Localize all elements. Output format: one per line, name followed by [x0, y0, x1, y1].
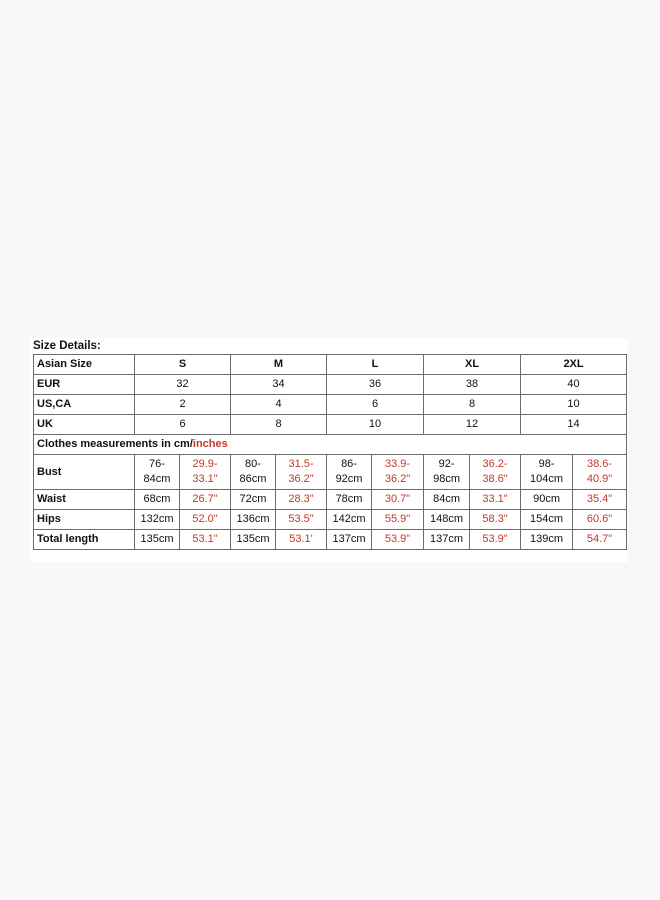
waist-cm: 68cm — [135, 490, 180, 510]
eur-value: 36 — [327, 375, 424, 395]
size-header-m: M — [231, 355, 327, 375]
hips-cm: 154cm — [521, 510, 573, 530]
us-ca-value: 8 — [424, 395, 521, 415]
measurements-heading-row — [34, 435, 627, 455]
size-header-xl: XL — [424, 355, 521, 375]
eur-value: 40 — [521, 375, 627, 395]
size-chart-table — [33, 354, 627, 550]
hips-inch: 60.6" — [573, 510, 627, 530]
us-ca-value: 2 — [135, 395, 231, 415]
bust-cm-line2: 86cm — [239, 473, 267, 485]
bust-cm-line2: 104cm — [530, 473, 564, 485]
total-length-cm: 135cm — [135, 530, 180, 550]
total-length-label: Total length — [34, 530, 135, 550]
waist-label: Waist — [34, 490, 135, 510]
bust-inch-line1: 33.9- — [384, 458, 411, 470]
bust-cm-line1: 98- — [538, 458, 555, 470]
bust-inch-line1: 38.6- — [586, 458, 613, 470]
bust-cm-line1: 76- — [149, 458, 165, 470]
bust-inch-cell — [470, 455, 521, 490]
size-header-l: L — [327, 355, 424, 375]
hips-inch: 52.0" — [180, 510, 231, 530]
us-ca-label: US,CA — [34, 395, 135, 415]
bust-cm-cell — [135, 455, 180, 490]
uk-row — [34, 415, 627, 435]
us-ca-row — [34, 395, 627, 415]
waist-cm: 90cm — [521, 490, 573, 510]
uk-value: 14 — [521, 415, 627, 435]
hips-cm: 136cm — [231, 510, 276, 530]
uk-value: 12 — [424, 415, 521, 435]
size-details-title: Size Details: — [33, 340, 101, 352]
waist-inch: 30.7" — [372, 490, 424, 510]
total-length-inch: 53.1" — [180, 530, 231, 550]
waist-cm: 78cm — [327, 490, 372, 510]
waist-cm: 84cm — [424, 490, 470, 510]
hips-inch: 58.3" — [470, 510, 521, 530]
size-header-2xl: 2XL — [521, 355, 627, 375]
bust-label: Bust — [34, 455, 135, 490]
bust-cm-line2: 92cm — [335, 473, 363, 485]
hips-cm: 148cm — [424, 510, 470, 530]
uk-value: 6 — [135, 415, 231, 435]
eur-row — [34, 375, 627, 395]
hips-cm: 132cm — [135, 510, 180, 530]
hips-inch: 53.5" — [276, 510, 327, 530]
bust-inch-line1: 36.2- — [482, 458, 508, 470]
total-length-inch: 53.9" — [470, 530, 521, 550]
bust-inch-line1: 31.5- — [288, 458, 314, 470]
bust-inch-line2: 36.2" — [288, 473, 314, 485]
total-length-row — [34, 530, 627, 550]
bust-inch-cell — [372, 455, 424, 490]
measurements-heading — [34, 435, 627, 455]
bust-cm-line1: 86- — [341, 458, 357, 470]
total-length-cm: 137cm — [424, 530, 470, 550]
measurements-heading-suffix: inches — [192, 438, 228, 450]
waist-inch: 26.7" — [180, 490, 231, 510]
waist-row — [34, 490, 627, 510]
bust-inch-cell — [573, 455, 627, 490]
eur-value: 34 — [231, 375, 327, 395]
uk-value: 10 — [327, 415, 424, 435]
measurements-heading-prefix: Clothes measurements in cm/ — [37, 438, 193, 450]
total-length-cm: 139cm — [521, 530, 573, 550]
bust-cm-cell — [231, 455, 276, 490]
waist-inch: 28.3" — [276, 490, 327, 510]
eur-value: 32 — [135, 375, 231, 395]
waist-cm: 72cm — [231, 490, 276, 510]
bust-inch-cell — [180, 455, 231, 490]
eur-value: 38 — [424, 375, 521, 395]
bust-cm-cell — [327, 455, 372, 490]
us-ca-value: 4 — [231, 395, 327, 415]
eur-label: EUR — [34, 375, 135, 395]
waist-inch: 33.1" — [470, 490, 521, 510]
total-length-cm: 135cm — [231, 530, 276, 550]
bust-inch-line2: 40.9" — [586, 473, 613, 485]
bust-cm-cell — [424, 455, 470, 490]
us-ca-value: 6 — [327, 395, 424, 415]
total-length-cm: 137cm — [327, 530, 372, 550]
bust-cm-line2: 98cm — [433, 473, 460, 485]
total-length-inch: 53.1' — [276, 530, 327, 550]
total-length-inch: 53.9" — [372, 530, 424, 550]
uk-label: UK — [34, 415, 135, 435]
size-details-panel — [30, 338, 628, 562]
asian-size-label: Asian Size — [34, 355, 135, 375]
bust-inch-line2: 38.6" — [482, 473, 508, 485]
size-header-s: S — [135, 355, 231, 375]
hips-label: Hips — [34, 510, 135, 530]
waist-inch: 35.4" — [573, 490, 627, 510]
bust-inch-cell — [276, 455, 327, 490]
uk-value: 8 — [231, 415, 327, 435]
total-length-inch: 54.7" — [573, 530, 627, 550]
hips-cm: 142cm — [327, 510, 372, 530]
bust-cm-line1: 80- — [245, 458, 261, 470]
bust-cm-cell — [521, 455, 573, 490]
asian-size-row — [34, 355, 627, 375]
us-ca-value: 10 — [521, 395, 627, 415]
hips-row — [34, 510, 627, 530]
bust-inch-line2: 36.2" — [384, 473, 411, 485]
bust-inch-line1: 29.9- — [192, 458, 218, 470]
bust-inch-line2: 33.1" — [192, 473, 218, 485]
bust-cm-line1: 92- — [438, 458, 455, 470]
hips-inch: 55.9" — [372, 510, 424, 530]
bust-row — [34, 455, 627, 490]
bust-cm-line2: 84cm — [143, 473, 171, 485]
